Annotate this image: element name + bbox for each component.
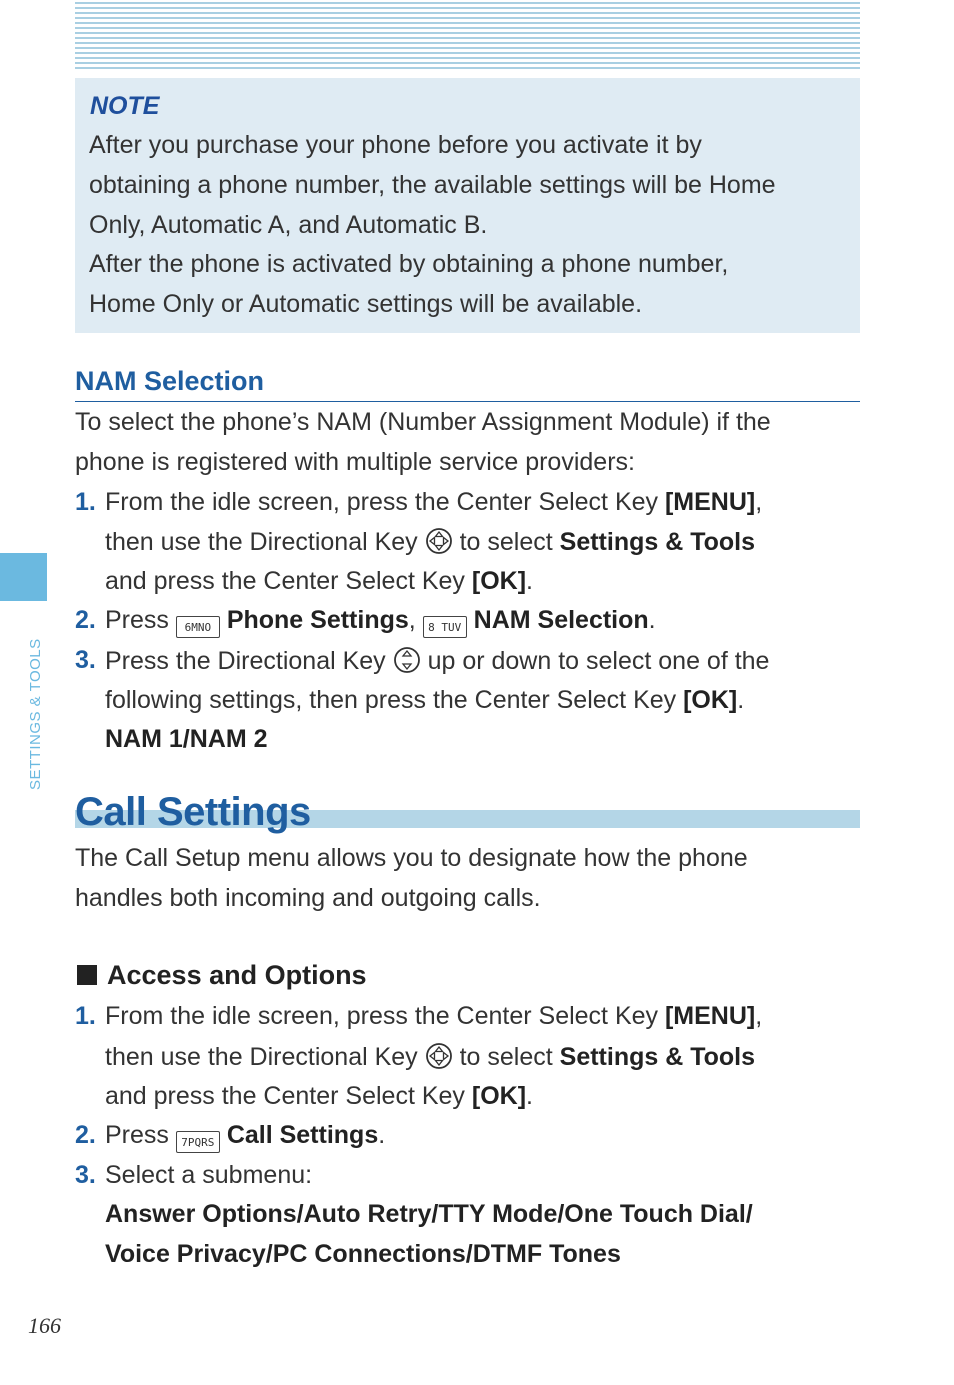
nam-intro-line: phone is registered with multiple service providers: xyxy=(75,448,635,476)
step-text-part: . xyxy=(378,1121,386,1149)
step-text-part: then use the Directional Key xyxy=(105,1043,425,1071)
heading-rule xyxy=(75,401,860,402)
nam-selection-heading: NAM Selection xyxy=(75,366,265,396)
directional-key-icon xyxy=(425,527,453,555)
step-text-part: From the idle screen, press the Center Select Key xyxy=(105,1002,665,1030)
step-number: 1. xyxy=(75,488,96,516)
call-intro-line: The Call Setup menu allows you to designate how the phone xyxy=(75,844,748,872)
step-text: Select a submenu: xyxy=(105,1161,313,1189)
note-title: NOTE xyxy=(90,92,160,120)
up-down-key-icon xyxy=(393,646,421,674)
options-list: Answer Options/Auto Retry/TTY Mode/One Touch Dial/ xyxy=(105,1200,753,1228)
step-text-part: , xyxy=(408,606,423,634)
note-line: obtaining a phone number, the available settings will be Home xyxy=(89,170,776,199)
step-text xyxy=(105,1121,385,1153)
step-text-part: . xyxy=(526,567,533,595)
note-line: Only, Automatic A, and Automatic B. xyxy=(89,210,488,239)
step-text-part: Press the Directional Key xyxy=(105,647,393,675)
step-text xyxy=(105,606,656,638)
step-text-part: up or down to select one of the xyxy=(420,647,770,675)
step-text-part: and press the Center Select Key xyxy=(105,567,472,595)
step-text-part: From the idle screen, press the Center Select Key xyxy=(105,488,665,516)
menu-item-label: Phone Settings xyxy=(226,606,409,634)
step-text-part: to select xyxy=(452,1043,560,1071)
note-line: Home Only or Automatic settings will be available. xyxy=(89,290,643,319)
step-number: 1. xyxy=(75,1002,96,1030)
step-number: 3. xyxy=(75,646,96,674)
note-body xyxy=(89,126,849,325)
step-text-part: , xyxy=(755,1002,763,1030)
step-text xyxy=(105,1002,762,1031)
step-text-part: to select xyxy=(452,528,560,556)
step-text xyxy=(105,646,769,676)
step-text-part: . xyxy=(526,1082,533,1110)
options-list: NAM 1/NAM 2 xyxy=(105,725,268,753)
keypad-8-icon: 8 TUV xyxy=(423,616,467,638)
step-text-part: . xyxy=(737,686,745,714)
menu-item-label: Settings & Tools xyxy=(559,1043,756,1071)
ok-key-label: [OK] xyxy=(683,686,738,714)
call-settings-heading: Call Settings xyxy=(75,790,311,834)
menu-item-label: Call Settings xyxy=(226,1121,379,1149)
step-text-part: following settings, then press the Center Select Key xyxy=(105,686,684,714)
submenu-options xyxy=(105,1240,621,1269)
menu-item-label: NAM Selection xyxy=(473,606,649,634)
access-options-heading xyxy=(75,960,367,991)
step-text-part: , xyxy=(755,488,763,516)
note-line: After the phone is activated by obtaining a phone number, xyxy=(89,250,729,279)
header-stripes xyxy=(75,2,860,70)
nam-options xyxy=(105,725,268,754)
step-number: 2. xyxy=(75,1121,96,1149)
call-intro-line: handles both incoming and outgoing calls. xyxy=(75,884,541,912)
ok-key-label: [OK] xyxy=(471,1082,527,1110)
note-box xyxy=(75,78,860,333)
keypad-7-icon: 7PQRS xyxy=(176,1131,220,1153)
section-tab-label: SETTINGS & TOOLS xyxy=(27,638,44,790)
nam-intro-line: To select the phone’s NAM (Number Assignment Module) if the xyxy=(75,408,771,436)
step-text xyxy=(105,686,744,715)
ok-key-label: [OK] xyxy=(471,567,527,595)
step-text-part: . xyxy=(648,606,656,634)
subheading-label: Access and Options xyxy=(107,960,367,990)
step-text xyxy=(105,1082,533,1111)
menu-key-label: [MENU] xyxy=(664,1002,756,1030)
submenu-options xyxy=(105,1200,753,1229)
step-text xyxy=(105,488,762,517)
menu-item-label: Settings & Tools xyxy=(559,528,756,556)
keypad-6-icon: 6MNO xyxy=(176,616,220,638)
square-bullet-icon xyxy=(77,965,97,985)
options-list: Voice Privacy/PC Connections/DTMF Tones xyxy=(105,1240,621,1268)
step-text-part: then use the Directional Key xyxy=(105,528,425,556)
step-text xyxy=(105,1042,755,1072)
step-text xyxy=(105,567,533,596)
page-number: 166 xyxy=(28,1313,61,1338)
step-number: 2. xyxy=(75,606,96,634)
menu-key-label: [MENU] xyxy=(664,488,756,516)
note-line: After you purchase your phone before you activate it by xyxy=(89,131,702,159)
step-text xyxy=(105,527,755,557)
step-text-part: Press xyxy=(105,606,176,634)
step-number: 3. xyxy=(75,1161,96,1189)
step-text-part: Press xyxy=(105,1121,176,1149)
step-text-part: and press the Center Select Key xyxy=(105,1082,472,1110)
section-tab xyxy=(0,553,47,601)
directional-key-icon xyxy=(425,1042,453,1070)
